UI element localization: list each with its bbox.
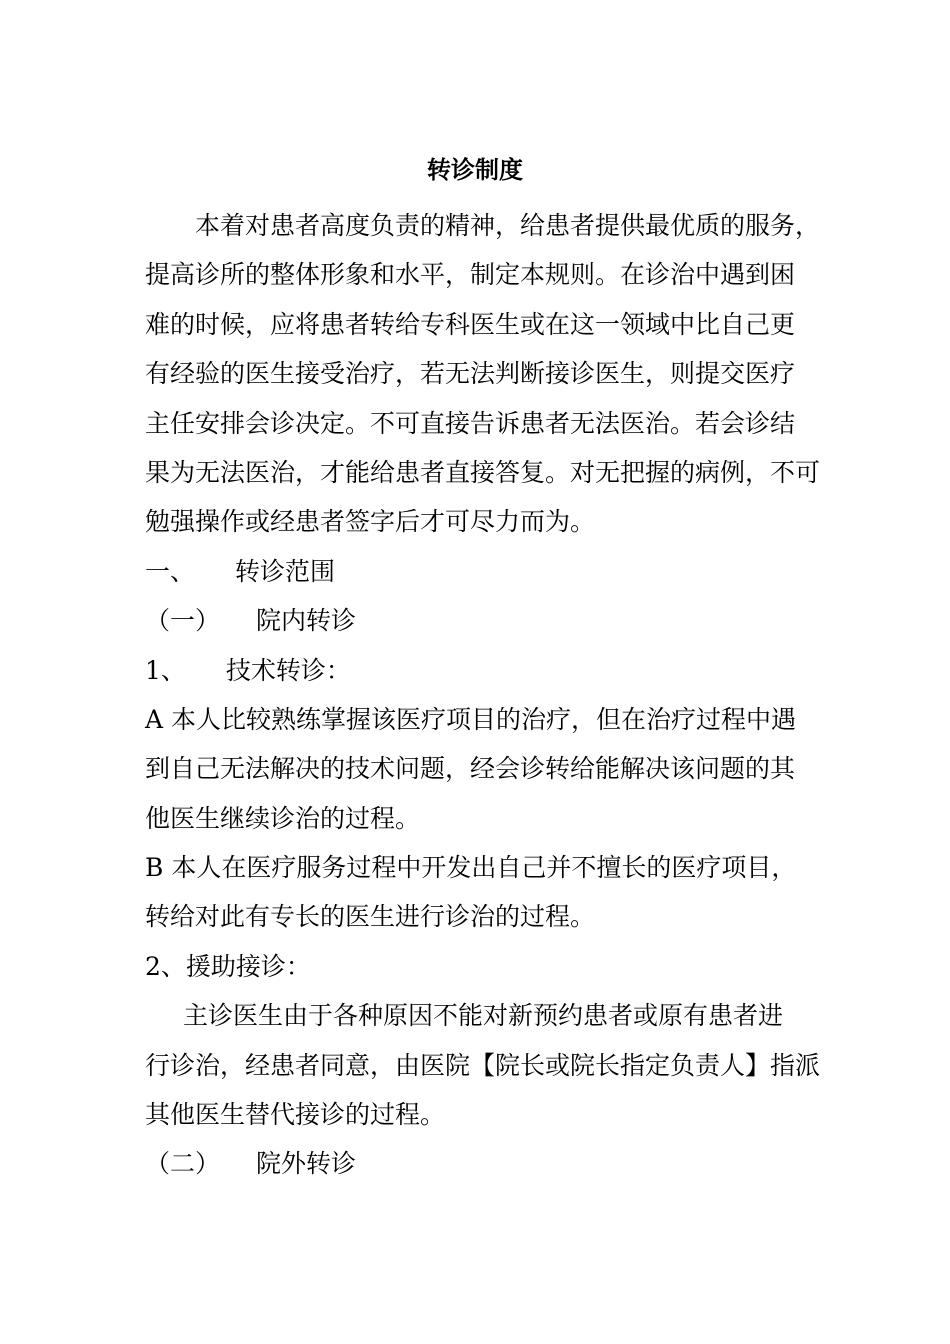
subsection-number: （二）: [145, 1149, 221, 1179]
intro-line: 提高诊所的整体形象和水平，制定本规则。在诊治中遇到困: [145, 260, 796, 290]
intro-paragraph: [145, 201, 835, 547]
subsection-heading: [145, 596, 835, 645]
point-b-paragraph: [145, 843, 835, 942]
intro-line: 有经验的医生接受治疗，若无法判断接诊医生，则提交医疗: [145, 359, 796, 389]
subsection-heading: [145, 1139, 835, 1188]
assist-line: 行诊治，经患者同意，由医院【院长或院长指定负责人】指派: [145, 1050, 821, 1080]
point-b-line: 转给对此有专长的医生进行诊治的过程。: [145, 902, 596, 932]
subsection-number: （一）: [145, 606, 221, 636]
document-title: 转诊制度: [427, 156, 523, 184]
intro-line: 果为无法医治，才能给患者直接答复。对无把握的病例，不可: [145, 457, 821, 487]
item-heading: [145, 646, 835, 695]
point-a-paragraph: [145, 695, 835, 843]
point-a-line: A 本人比较熟练掌握该医疗项目的治疗，但在治疗过程中遇: [145, 704, 797, 734]
subsection-title: 院外转诊: [256, 1149, 357, 1179]
section-number: 一、: [145, 556, 196, 586]
point-b-line: B 本人在医疗服务过程中开发出自己并不擅长的医疗项目，: [145, 853, 797, 883]
item-title: 2、援助接诊：: [145, 951, 311, 981]
item-heading: [145, 942, 835, 991]
intro-line: 本着对患者高度负责的精神，给患者提供最优质的服务，: [195, 211, 821, 240]
assist-line: 主诊医生由于各种原因不能对新预约患者或原有患者进: [183, 1001, 784, 1031]
intro-line: 难的时候，应将患者转给专科医生或在这一领域中比自己更: [145, 309, 796, 339]
section-heading: [145, 547, 835, 596]
intro-line: 主任安排会诊决定。不可直接告诉患者无法医治。若会诊结: [145, 408, 796, 438]
item-title: 技术转诊：: [225, 655, 351, 685]
document-body: [145, 201, 835, 1189]
assist-line: 其他医生替代接诊的过程。: [145, 1100, 446, 1130]
section-title: 转诊范围: [235, 556, 336, 586]
intro-line: 勉强操作或经患者签字后才可尽力而为。: [145, 507, 596, 537]
item-number: 1、: [145, 655, 186, 685]
point-a-line: 他医生继续诊治的过程。: [145, 803, 421, 833]
point-a-line: 到自己无法解决的技术问题，经会诊转给能解决该问题的其: [145, 754, 796, 784]
assist-paragraph: [145, 991, 835, 1139]
subsection-title: 院内转诊: [256, 606, 357, 636]
